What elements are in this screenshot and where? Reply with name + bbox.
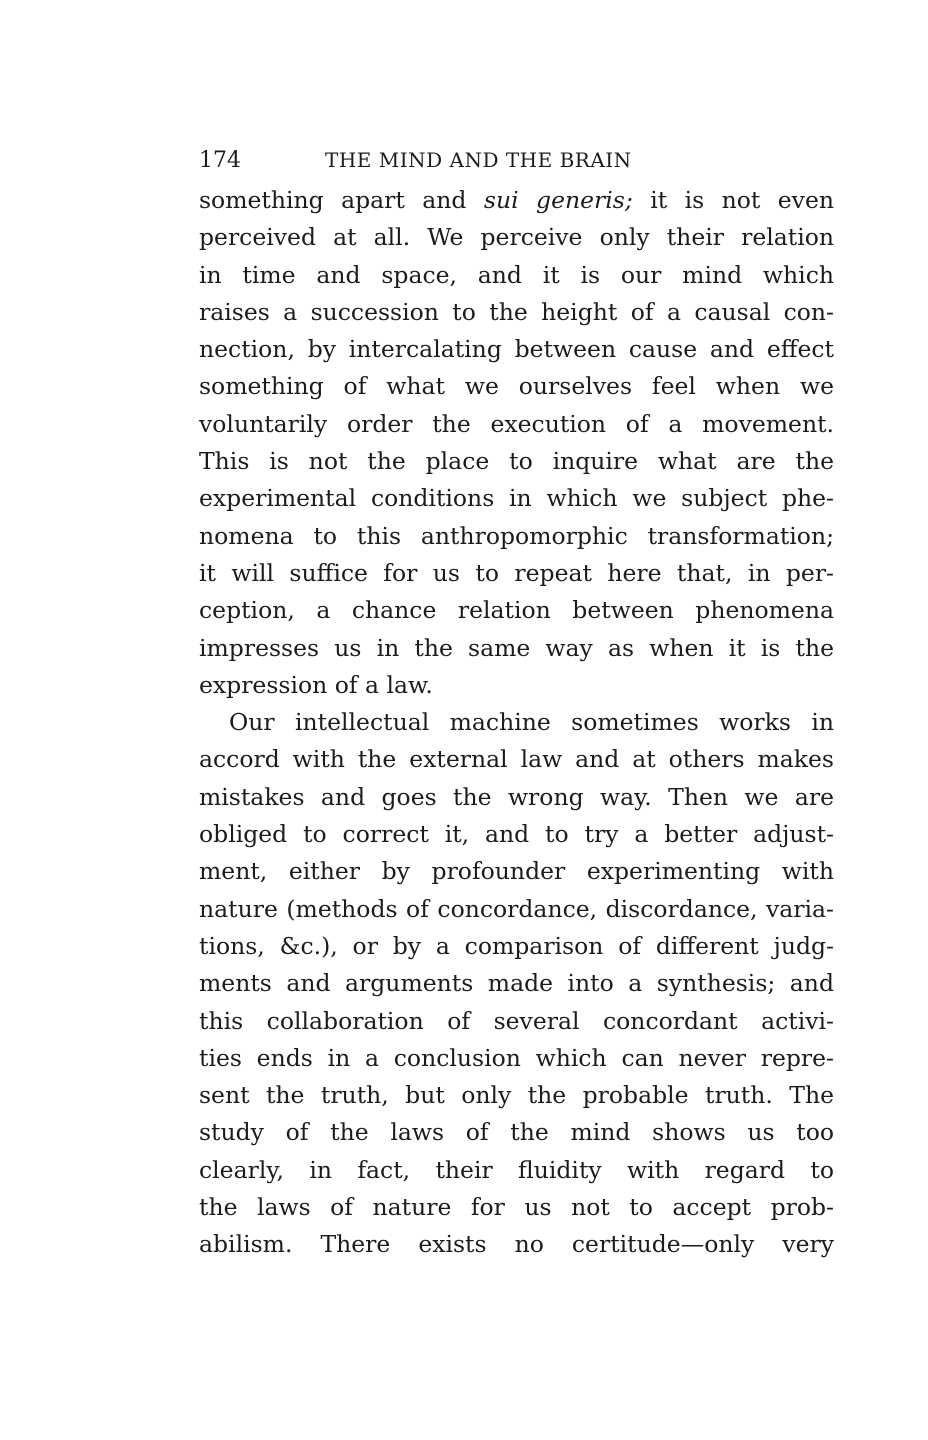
running-head: THE MIND AND THE BRAIN	[325, 148, 632, 172]
book-page	[199, 142, 834, 1264]
text-line: ties ends in a conclusion which can never repre-	[199, 1043, 834, 1072]
text-line: mistakes and goes the wrong way. Then we are	[199, 782, 834, 811]
text-line: the laws of nature for us not to accept prob-	[199, 1193, 834, 1222]
text-line: something of what we ourselves feel when we	[199, 372, 834, 401]
text-line: in time and space, and it is our mind which	[199, 260, 834, 289]
text-line: expression of a law.	[199, 670, 433, 699]
text-line: study of the laws of the mind shows us too	[199, 1118, 834, 1147]
page-header	[199, 142, 834, 182]
text-line: sent the truth, but only the probable truth. The	[199, 1081, 834, 1110]
text-line: it will suffice for us to repeat here that, in per-	[199, 558, 834, 587]
text-line: raises a succession to the height of a causal con-	[199, 297, 834, 326]
text-line: accord with the external law and at others makes	[199, 745, 834, 774]
text-line: perceived at all. We perceive only their relation	[199, 223, 834, 252]
italic-phrase: sui generis;	[483, 186, 633, 214]
text-line: ment, either by profounder experimenting with	[199, 857, 834, 886]
text-line: This is not the place to inquire what are the	[199, 447, 834, 476]
page-number: 174	[199, 148, 241, 173]
text-line: impresses us in the same way as when it is the	[199, 633, 834, 662]
text-line: tions, &c.), or by a comparison of different judg-	[199, 931, 834, 960]
text-line: this collaboration of several concordant activi-	[199, 1006, 834, 1035]
text-line: clearly, in fact, their fluidity with regard to	[199, 1155, 834, 1184]
text-line: experimental conditions in which we subject phe-	[199, 484, 834, 513]
paragraph-1	[199, 182, 834, 704]
text-line: voluntarily order the execution of a movement.	[199, 409, 834, 438]
paragraph-2	[199, 704, 834, 1263]
text-line: abilism. There exists no certitude—only very	[199, 1230, 834, 1259]
text-line: ments and arguments made into a synthesis; and	[199, 969, 834, 998]
text-line: nature (methods of concordance, discordance, varia-	[199, 894, 834, 923]
text-line: nomena to this anthropomorphic transformation;	[199, 521, 834, 550]
text-line: ception, a chance relation between phenomena	[199, 596, 834, 625]
text-line: obliged to correct it, and to try a better adjust-	[199, 820, 834, 849]
text-line: something apart and sui generis; it is not even	[199, 186, 835, 214]
text-line: Our intellectual machine sometimes works in	[229, 708, 834, 737]
text-line: nection, by intercalating between cause and effect	[199, 335, 834, 364]
